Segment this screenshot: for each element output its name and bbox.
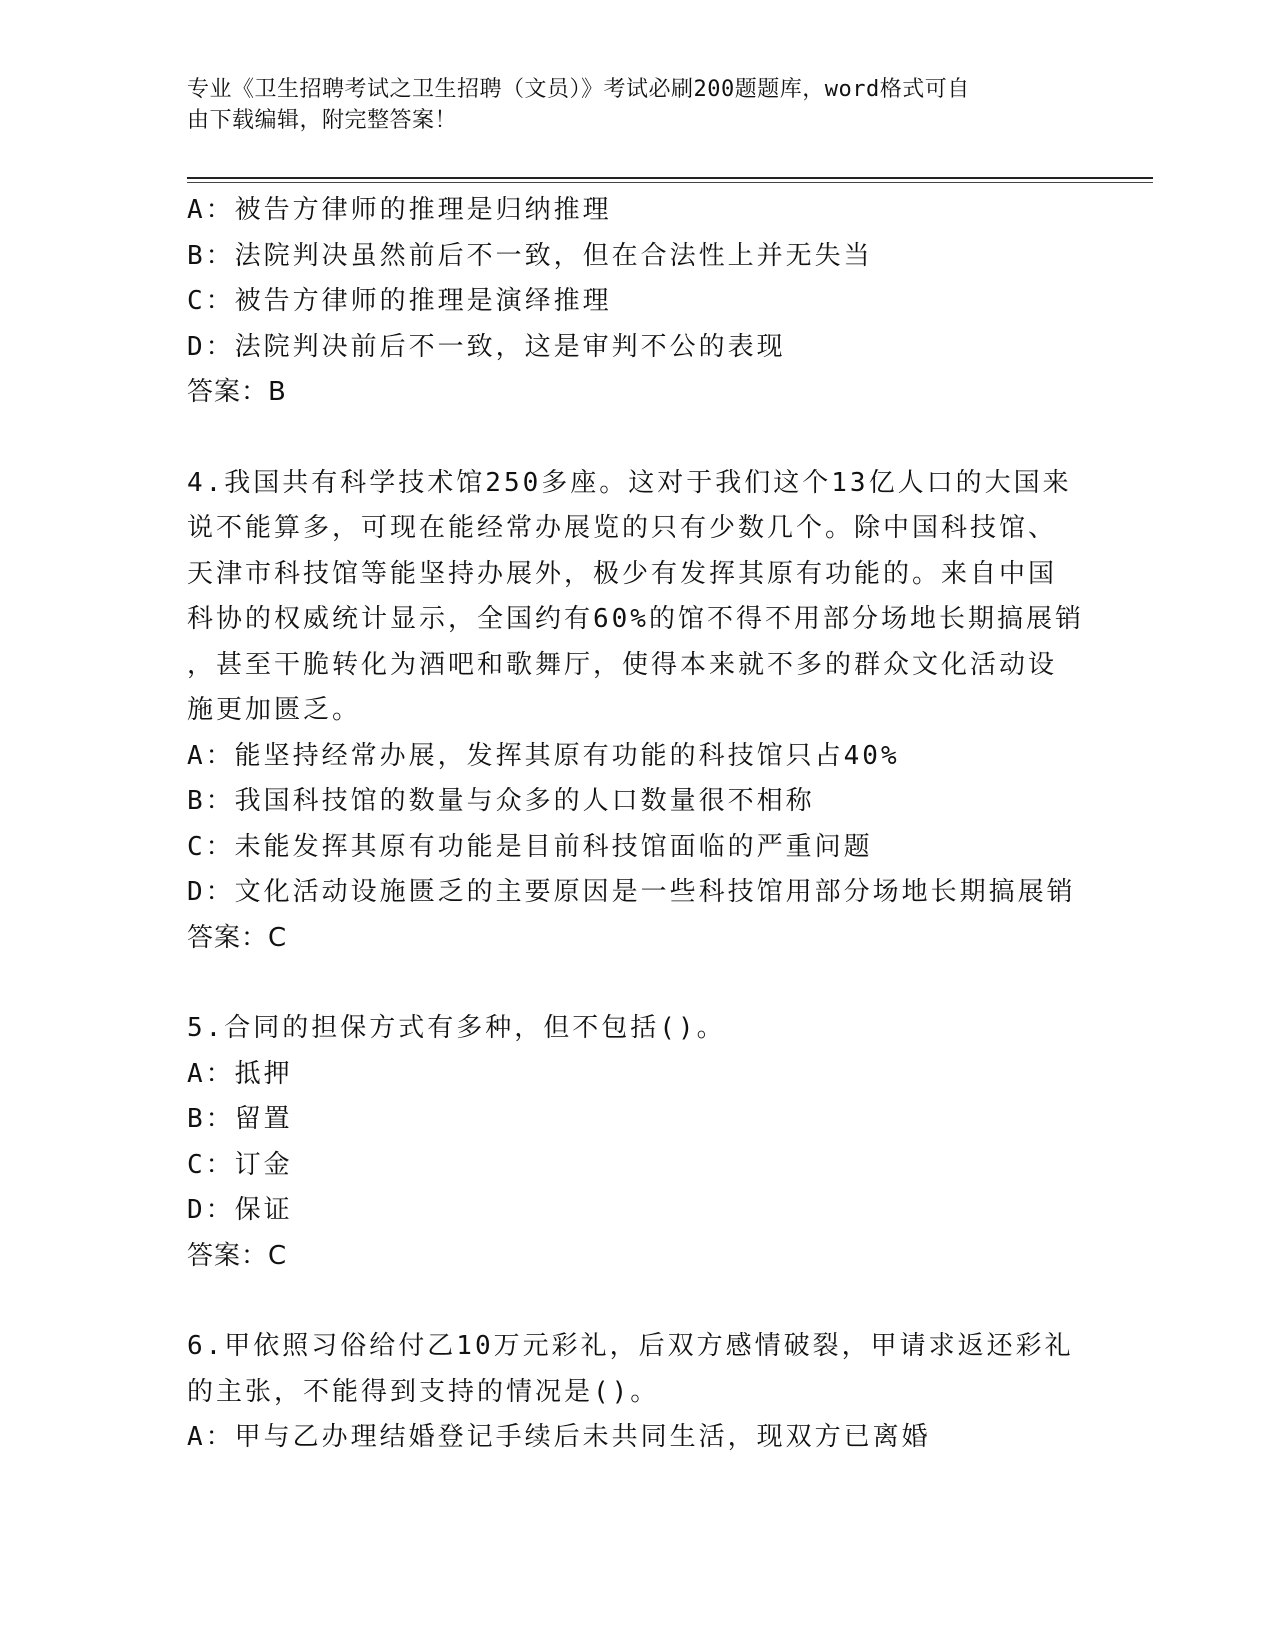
q4-option-a: A：能坚持经常办展，发挥其原有功能的科技馆只占40% [187,740,900,771]
q5-option-c: C：订金 [187,1149,293,1180]
q5-option-a: A：抵押 [187,1058,293,1089]
q4-option-c: C：未能发挥其原有功能是目前科技馆面临的严重问题 [187,831,873,862]
q5-option-d: D：保证 [187,1195,293,1225]
question-5 [187,1006,1087,1279]
q4-option-d: D：文化活动设施匮乏的主要原因是一些科技馆用部分场地长期搞展销 [187,877,1076,907]
q5-answer: 答案：C [187,1240,288,1271]
q6-stem-line: 的主张，不能得到支持的情况是()。 [187,1376,660,1407]
header-line-2: 由下载编辑，附完整答案！ [187,108,458,133]
q4-stem-line: 天津市科技馆等能坚持办展外，极少有发挥其原有功能的。来自中国 [187,558,1058,589]
q3-answer: 答案：B [187,377,287,407]
q4-stem-line: 4.我国共有科学技术馆250多座。这对于我们这个13亿人口的大国来 [187,467,1072,498]
header-line-1: 专业《卫生招聘考试之卫生招聘（文员）》考试必刷200题题库，word格式可自 [187,77,970,102]
q5-option-b: B：留置 [187,1104,293,1134]
q4-stem-line: ，甚至干脆转化为酒吧和歌舞厅，使得本来就不多的群众文化活动设 [187,649,1058,680]
q4-stem-line: 施更加匮乏。 [187,695,362,725]
q6-stem-line: 6.甲依照习俗给付乙10万元彩礼，后双方感情破裂，甲请求返还彩礼 [187,1331,1074,1361]
question-3 [187,188,1087,416]
q4-option-b: B：我国科技馆的数量与众多的人口数量很不相称 [187,786,815,816]
q5-stem-line: 5.合同的担保方式有多种，但不包括()。 [187,1013,726,1043]
q3-option-d: D：法院判决前后不一致，这是审判不公的表现 [187,331,786,362]
q4-stem-line: 说不能算多，可现在能经常办展览的只有少数几个。除中国科技馆、 [187,513,1058,543]
q4-stem-line: 科协的权威统计显示，全国约有60%的馆不得不用部分场地长期搞展销 [187,604,1084,634]
q3-option-c: C：被告方律师的推理是演绎推理 [187,286,612,316]
question-6 [187,1324,1087,1461]
q4-answer: 答案：C [187,922,288,953]
document-body [187,188,1087,1461]
q6-option-a: A：甲与乙办理结婚登记手续后未共同生活，现双方已离婚 [187,1422,931,1452]
question-4 [187,461,1087,962]
document-header [187,74,1067,136]
header-divider-thin [187,182,1153,183]
q3-option-a: A：被告方律师的推理是归纳推理 [187,195,612,225]
q3-option-b: B：法院判决虽然前后不一致，但在合法性上并无失当 [187,240,873,271]
header-divider-thick [187,177,1153,179]
